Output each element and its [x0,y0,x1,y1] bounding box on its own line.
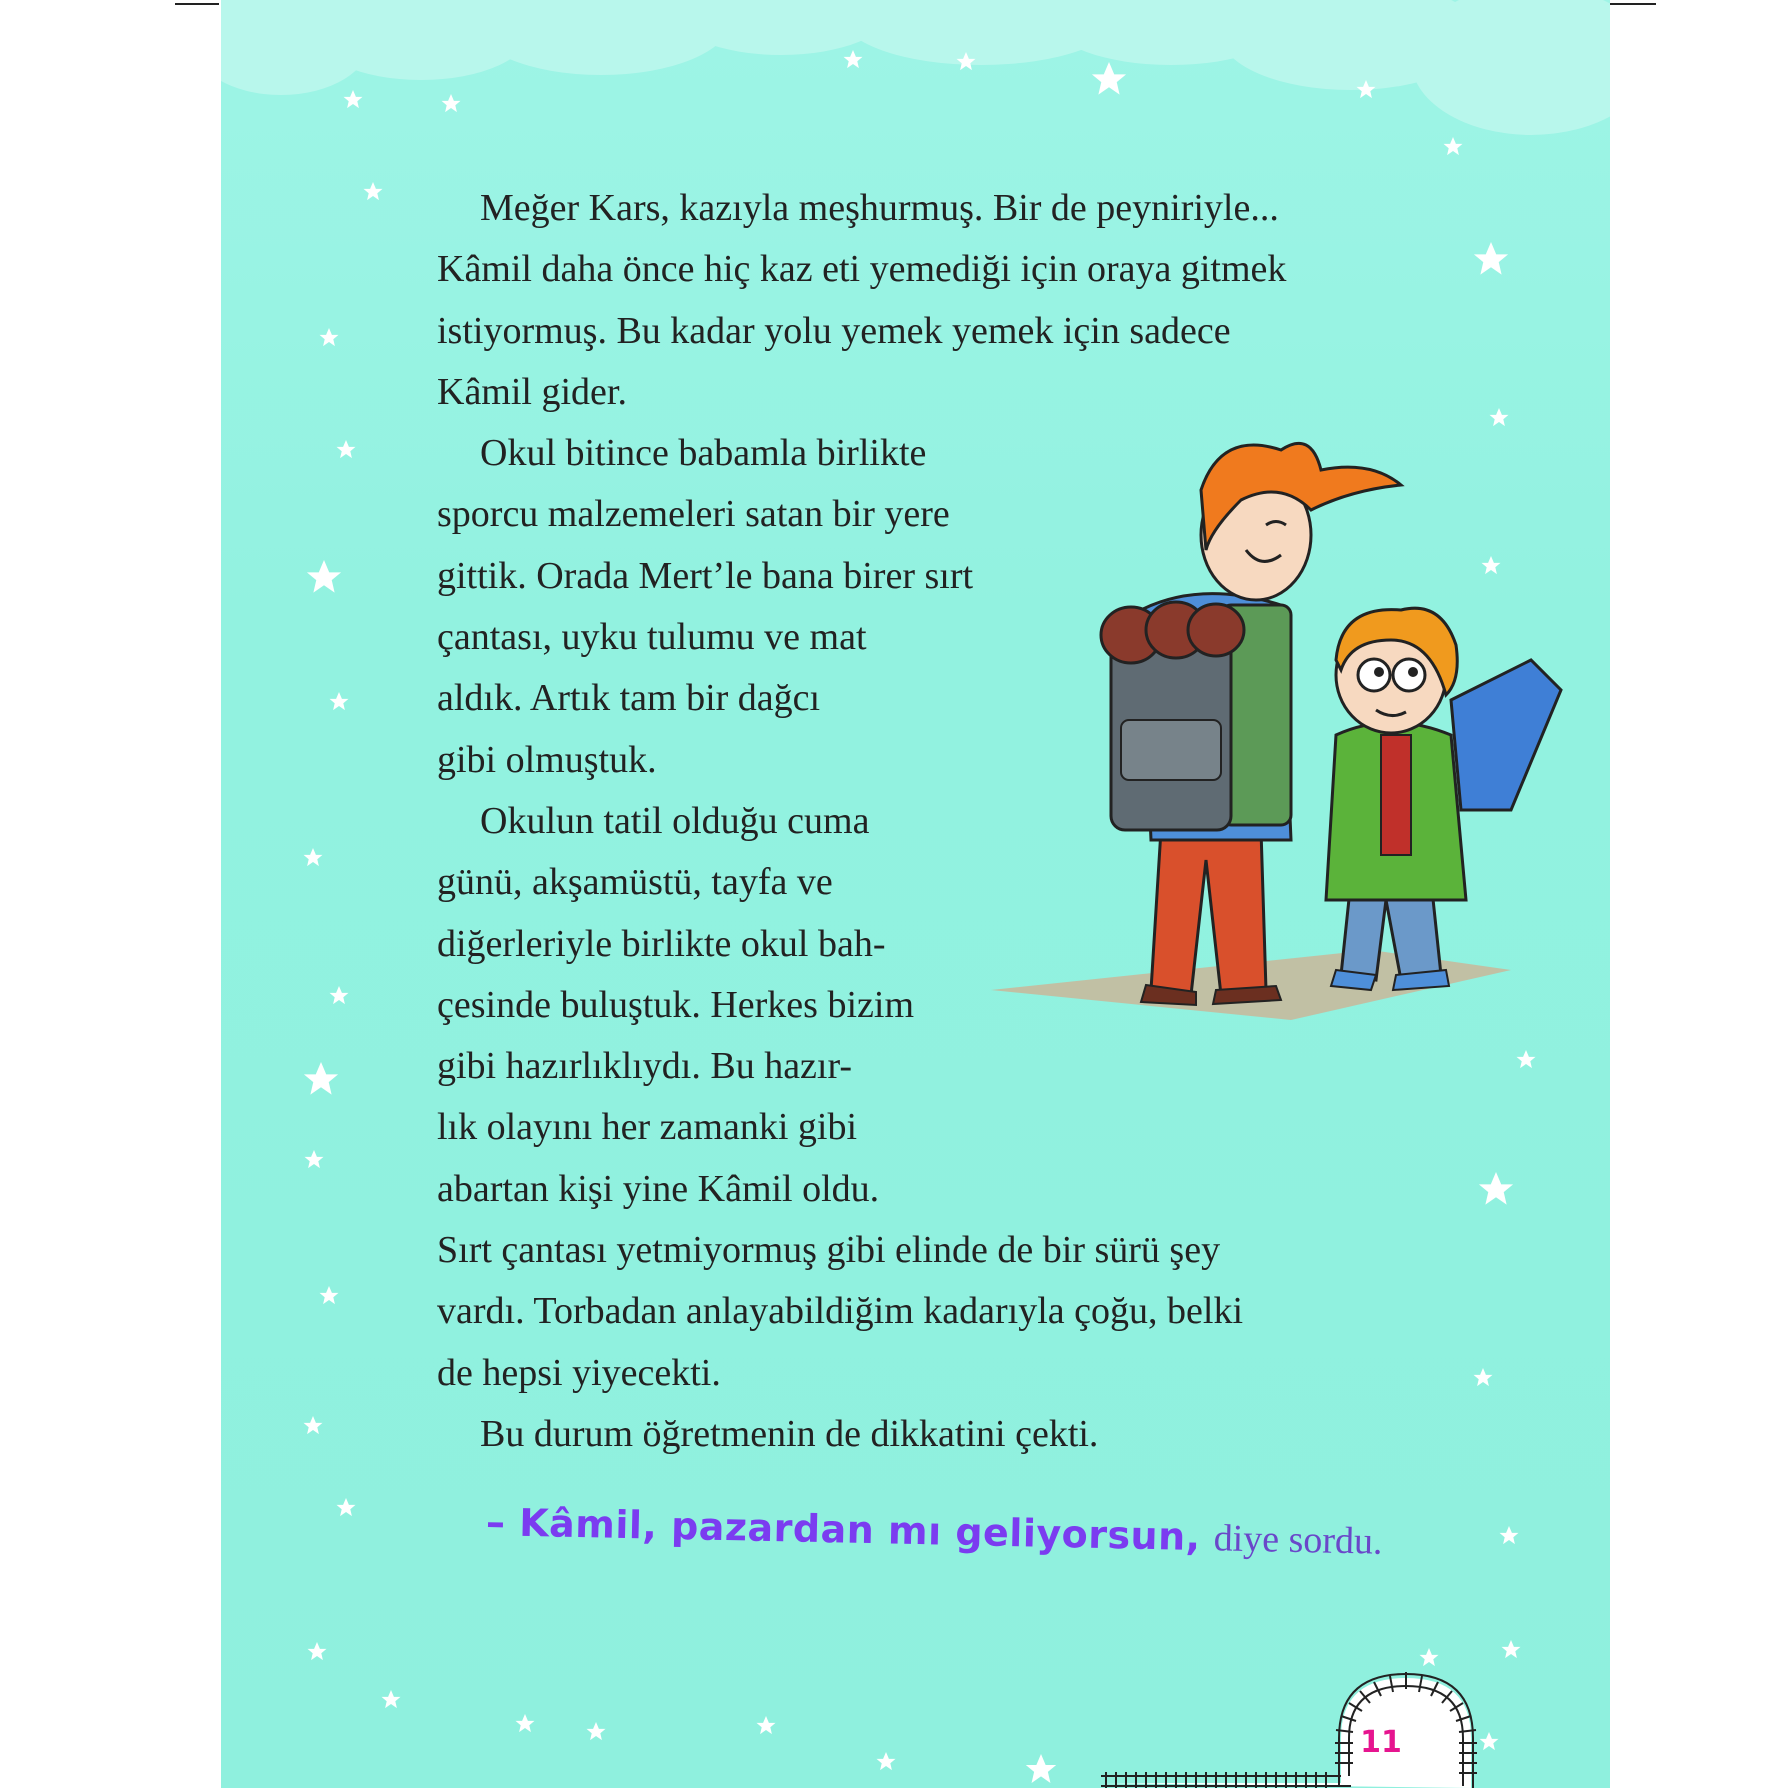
text-line: lık olayını her zamanki gibi [437,1106,858,1149]
page-number: 11 [1360,1725,1402,1760]
text-line: gibi hazırlıklıydı. Bu hazır- [437,1045,853,1088]
text-line: diğerleriyle birlikte okul bah- [437,922,886,965]
text-line: gibi olmuştuk. [437,738,657,781]
text-line: günü, akşamüstü, tayfa ve [437,861,833,904]
text-line: gittik. Orada Mert’le bana birer sırt [437,554,974,597]
text-line: çesinde buluştuk. Herkes bizim [437,983,915,1026]
crop-mark-right [1610,3,1656,5]
dialogue-tag: diye sordu. [1213,1517,1383,1563]
paragraph [437,1404,1397,1465]
text-line: abartan kişi yine Kâmil oldu. [437,1167,880,1210]
text-line: Kâmil daha önce hiç kaz eti yemediği için oraya gitmek [437,248,1287,291]
text-line: Bu durum öğretmenin de dikkatini çekti. [480,1412,1099,1455]
text-line: Sırt çantası yetmiyormuş gibi elinde de bir sürü şey [437,1229,1221,1272]
crop-mark-left [175,3,219,5]
paragraph [437,423,1397,791]
text-line: de hepsi yiyecekti. [437,1351,721,1394]
paragraph [437,178,1397,423]
paragraph [437,791,1397,1404]
book-page [221,0,1610,1788]
text-line: aldık. Artık tam bir dağcı [437,677,821,720]
dialogue-speech: – Kâmil, pazardan mı geliyorsun, [485,1500,1202,1559]
story-text [437,178,1397,1465]
text-line: Meğer Kars, kazıyla meşhurmuş. Bir de peyniriyle... [480,187,1279,229]
text-line: Kâmil gider. [437,370,627,413]
text-line: Okulun tatil olduğu cuma [480,799,870,842]
text-line: vardı. Torbadan anlayabildiğim kadarıyla çoğu, belki [437,1290,1243,1333]
text-line: Okul bitince babamla birlikte [480,432,927,475]
text-line: sporcu malzemeleri satan bir yere [437,493,950,536]
text-line: çantası, uyku tulumu ve mat [437,616,867,659]
text-line: istiyormuş. Bu kadar yolu yemek yemek için sadece [437,309,1231,352]
